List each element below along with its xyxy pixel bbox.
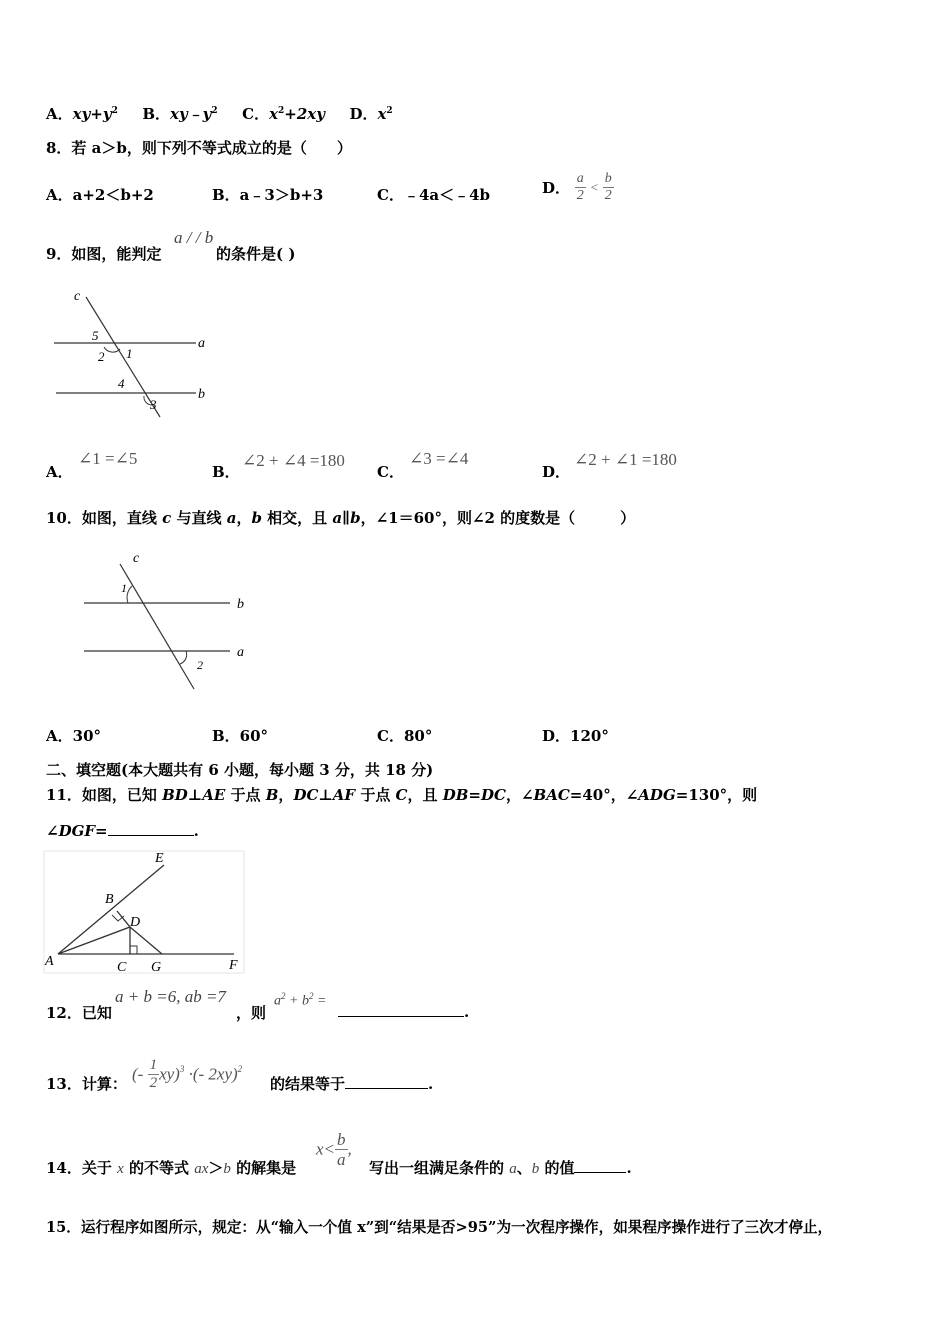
q14-t1: 14．关于 xyxy=(46,1159,118,1177)
q7-option-a-expr: xy+y xyxy=(72,105,112,123)
q8-option-c: C．﹣4a＜﹣4b xyxy=(377,186,491,204)
q11-figure-frame xyxy=(44,851,244,973)
q8-less-than: < xyxy=(590,179,598,195)
q13-pre: 13．计算： xyxy=(46,1075,127,1093)
q10-var-a: a xyxy=(226,509,237,527)
q9-label-3: 3 xyxy=(150,397,157,412)
q11-t13: ，且 xyxy=(407,786,443,804)
q14-fraction xyxy=(335,1131,348,1168)
section-2-heading: 二、填空题(本大题共有 6 小题，每小题 3 分，共 18 分) xyxy=(46,761,434,779)
q9-option-a-letter: A． xyxy=(46,463,73,481)
q14-b2: b xyxy=(531,1161,540,1177)
q8-frac-b-num: b xyxy=(604,171,612,186)
q13-frac-num: 1 xyxy=(149,1057,158,1073)
q11-t9: ⊥ xyxy=(318,786,333,804)
q11-label-c: C xyxy=(117,960,127,975)
q10-line-c xyxy=(120,564,194,689)
q10-var-b: b xyxy=(251,509,262,527)
q13-period: . xyxy=(428,1075,434,1093)
q14-answer-blank[interactable] xyxy=(574,1158,626,1173)
q11-right-angle-b xyxy=(112,915,124,921)
q12-expression xyxy=(274,991,326,1010)
q11-equals: = xyxy=(95,822,108,840)
q10-option-b: B．60° xyxy=(212,727,269,745)
q12-period: . xyxy=(464,1003,470,1021)
q11-t19: =130°，则 xyxy=(675,786,758,804)
q7-option-c-pre: x xyxy=(269,105,279,123)
q11-answer-blank[interactable] xyxy=(108,821,194,836)
q14-b: b xyxy=(223,1161,231,1177)
q9-option-d-math: ∠2 + ∠1 =180 xyxy=(574,450,677,469)
q9-option-b-letter: B． xyxy=(212,463,240,481)
q10-var-c: c xyxy=(162,509,172,527)
q14-period: . xyxy=(626,1159,632,1177)
q9-label-a: a xyxy=(198,336,205,351)
q14-ineq: x< xyxy=(316,1139,336,1159)
q10-stem-part2: 与直线 xyxy=(171,509,227,527)
q7-option-c-sup: 2 xyxy=(278,106,285,116)
q10-parallel: a∥b xyxy=(332,509,361,527)
q12-eq: = xyxy=(313,993,327,1009)
q10-label-b: b xyxy=(237,597,244,612)
q11-t15: ，∠ xyxy=(505,786,534,804)
q10-option-a: A．30° xyxy=(46,727,102,745)
q13-sup2: 2 xyxy=(237,1063,243,1074)
q11-label-g: G xyxy=(151,960,162,975)
q7-option-d-letter: D． xyxy=(349,105,378,123)
q10-label-1: 1 xyxy=(121,581,127,595)
q12-sup1: 2 xyxy=(281,991,286,1001)
q11-stem-line1 xyxy=(46,784,757,805)
q13-frac-den: 2 xyxy=(149,1075,158,1091)
q11-line-db xyxy=(117,911,130,927)
q9-stem-pre: 9．如图，能判定 xyxy=(46,245,162,263)
q11-t17: =40°，∠ xyxy=(569,786,639,804)
q9-label-5: 5 xyxy=(92,328,99,343)
q11-t14: DB=DC xyxy=(442,786,506,804)
q14-comma: , xyxy=(347,1139,352,1159)
q8-stem: 8．若 a＞b，则下列不等式成立的是（ ） xyxy=(46,139,352,157)
q11-label-e: E xyxy=(155,851,164,866)
q8-option-d-letter: D． xyxy=(542,179,571,197)
q12-mid: ，则 xyxy=(236,1004,267,1022)
q11-stem-line2 xyxy=(46,821,199,840)
q10-angle-arc-1 xyxy=(127,586,132,603)
q14-t4: 写出一组满足条件的 xyxy=(369,1159,510,1177)
q11-label-d: D xyxy=(130,915,141,930)
q14-t2: 的不等式 xyxy=(123,1159,195,1177)
q11-figure xyxy=(42,849,246,975)
q11-line-ad xyxy=(58,927,130,954)
q14-sep: 、 xyxy=(516,1159,532,1177)
q7-option-c-post: +2xy xyxy=(284,105,325,123)
q12-sup2: 2 xyxy=(308,991,314,1001)
q11-t2: BD xyxy=(162,786,188,804)
q12-answer xyxy=(338,1002,469,1021)
q14-pre xyxy=(46,1157,296,1178)
q9-label-c: c xyxy=(74,289,81,304)
q14-post xyxy=(369,1157,632,1178)
q11-t10: AF xyxy=(332,786,356,804)
q9-label-4: 4 xyxy=(118,376,125,391)
q10-option-d: D．120° xyxy=(542,727,609,745)
q10-stem-part1: 10．如图，直线 xyxy=(46,509,163,527)
q11-period: . xyxy=(193,822,199,840)
q10-stem-part5: ，∠1＝60°，则∠2 的度数是（ ） xyxy=(360,509,636,527)
q11-t3: ⊥ xyxy=(187,786,203,804)
q8-option-d xyxy=(542,172,614,203)
q9-stem-post: 的条件是( ) xyxy=(216,245,296,263)
q13-post-text: 的结果等于 xyxy=(270,1075,346,1093)
q11-dgf: DGF xyxy=(58,822,96,840)
q7-option-d-expr: x xyxy=(377,105,387,123)
q11-label-f: F xyxy=(229,958,238,973)
q10-stem-part4: 相交，且 xyxy=(261,509,333,527)
q10-stem xyxy=(46,507,635,528)
q7-option-b-expr: xy﹣y xyxy=(170,105,212,123)
q10-angle-arc-2 xyxy=(180,651,187,664)
q8-frac-b-den: 2 xyxy=(604,188,612,203)
q14-ax: ax xyxy=(194,1161,209,1177)
q9-label-2: 2 xyxy=(98,349,105,364)
q11-line-dg xyxy=(130,927,162,954)
q12-pre: 12．已知 xyxy=(46,1004,112,1022)
q8-fraction-a xyxy=(575,172,586,203)
q11-t6: B xyxy=(265,786,279,804)
q15-stem: 15．运行程序如图所示，规定：从“输入一个值 x”到“结果是否>95”为一次程序操作，如果程序操作进行了三次才停止， xyxy=(46,1219,833,1236)
q13-expression xyxy=(132,1058,242,1091)
q11-label-b: B xyxy=(105,892,114,907)
q13-fraction xyxy=(148,1058,160,1091)
q10-label-a: a xyxy=(237,645,244,660)
q11-t18: ADG xyxy=(638,786,676,804)
q7-option-a-letter: A． xyxy=(46,105,73,123)
q7-option-c-letter: C． xyxy=(242,105,270,123)
q8-frac-a-num: a xyxy=(576,171,584,186)
q8-fraction-b xyxy=(603,172,614,203)
q10-label-c: c xyxy=(133,551,140,566)
q11-t8: DC xyxy=(293,786,319,804)
q10-stem-part3: ， xyxy=(236,509,252,527)
q9-figure xyxy=(40,285,220,420)
q11-t1: 11．如图，已知 xyxy=(46,786,163,804)
q11-t11: 于点 xyxy=(355,786,396,804)
q14-x: x xyxy=(117,1161,124,1177)
q14-frac-num: b xyxy=(337,1130,346,1149)
q14-frac-den: a xyxy=(337,1150,346,1169)
q14-a: a xyxy=(509,1161,517,1177)
q11-label-a: A xyxy=(45,954,54,969)
q12-a: a xyxy=(274,993,281,1009)
q9-stem-math: a / / b xyxy=(174,228,214,247)
q9-option-a-math: ∠1 =∠5 xyxy=(78,449,138,468)
q14-gt: ＞ xyxy=(208,1159,224,1177)
q8-option-a: A．a+2＜b+2 xyxy=(46,186,154,204)
q10-option-c: C．80° xyxy=(377,727,433,745)
q12-given: a + b =6, ab =7 xyxy=(115,987,226,1006)
q7-option-b-letter: B． xyxy=(142,105,171,123)
q9-label-1: 1 xyxy=(126,346,133,361)
q11-t4: AE xyxy=(202,786,226,804)
q10-figure xyxy=(70,548,260,698)
q14-solution xyxy=(316,1131,352,1168)
q11-t5: 于点 xyxy=(225,786,266,804)
q13-sup1: 3 xyxy=(179,1063,185,1074)
q11-angle-symbol: ∠ xyxy=(46,822,59,840)
q13-m3: ·(- 2xy) xyxy=(184,1064,238,1084)
q13-post xyxy=(270,1073,433,1094)
q7-option-a-sup: 2 xyxy=(111,106,118,116)
q7-option-b-sup: 2 xyxy=(211,106,218,116)
q8-frac-a-den: 2 xyxy=(576,188,584,203)
q12-b: + b xyxy=(285,993,309,1009)
q11-t7: ， xyxy=(278,786,294,804)
q9-option-d-letter: D． xyxy=(542,463,571,481)
q11-t16: BAC xyxy=(533,786,570,804)
q13-m1: (- xyxy=(132,1064,144,1084)
q7-option-d-sup: 2 xyxy=(386,106,393,116)
q13-m2: xy) xyxy=(159,1064,180,1084)
q8-option-b: B．a﹣3＞b+3 xyxy=(212,186,324,204)
q9-option-c-math: ∠3 =∠4 xyxy=(409,449,469,468)
q7-options xyxy=(46,103,393,124)
q12-answer-blank[interactable] xyxy=(338,1002,464,1017)
q11-line-ae xyxy=(58,865,164,954)
q10-label-2: 2 xyxy=(197,658,203,672)
q11-t12: C xyxy=(395,786,408,804)
q14-t3: 的解集是 xyxy=(230,1159,297,1177)
q11-right-angle-c xyxy=(130,946,137,954)
q13-answer-blank[interactable] xyxy=(345,1074,428,1089)
q9-label-b: b xyxy=(198,387,205,402)
q9-option-c-letter: C． xyxy=(377,463,404,481)
q9-option-b-math: ∠2 + ∠4 =180 xyxy=(242,451,345,470)
q14-t5: 的值 xyxy=(539,1159,575,1177)
